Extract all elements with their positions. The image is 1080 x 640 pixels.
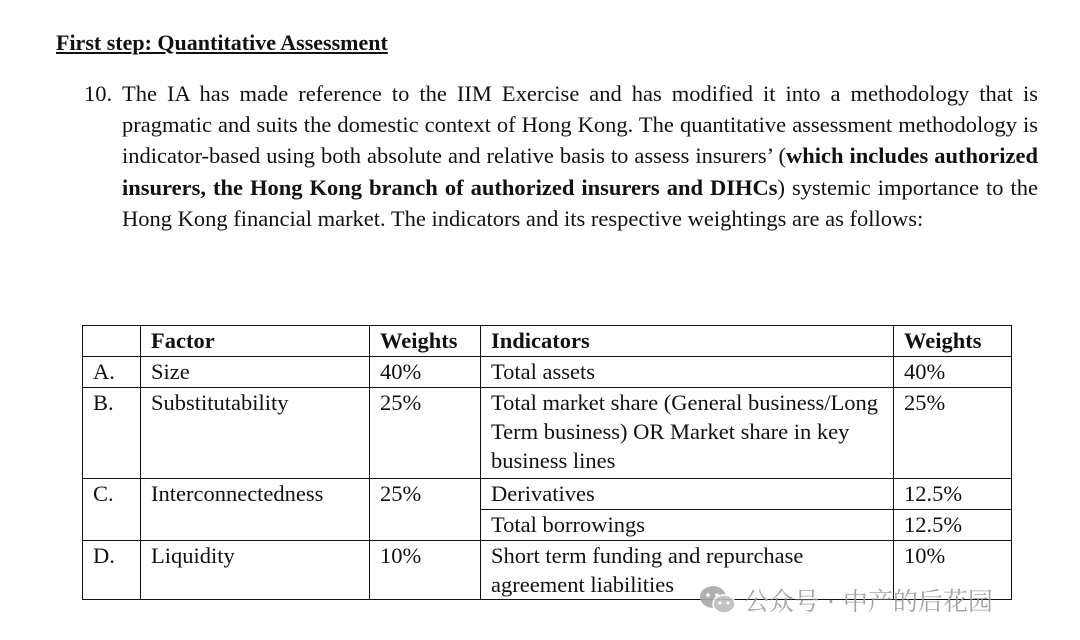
header-id <box>83 326 141 357</box>
table-row <box>83 388 1012 479</box>
row-factor: Liquidity <box>141 541 370 600</box>
row-indicator-weight: 10% <box>894 541 1012 600</box>
paragraph-text-after: ) systemic importance to the Hong Kong financial market. The indicators and its respective weightings are as follows: <box>122 174 1039 231</box>
row-factor: Interconnectedness <box>141 479 370 541</box>
section-heading: First step: Quantitative Assessment <box>56 30 388 55</box>
row-factor: Size <box>141 357 370 388</box>
paragraph-number: 10. <box>84 81 113 106</box>
header-factor-weights: Weights <box>370 326 481 357</box>
row-indicator: Total assets <box>481 357 894 388</box>
row-factor-weight: 10% <box>370 541 481 600</box>
row-id: C. <box>83 479 141 541</box>
paragraph-body <box>122 78 1038 234</box>
table-row <box>83 357 1012 388</box>
row-indicator: Short term funding and repurchase agreement liabilities <box>481 541 894 600</box>
row-indicator-weight: 25% <box>894 388 1012 479</box>
header-indicator-weights: Weights <box>894 326 1012 357</box>
row-indicator-weight: 40% <box>894 357 1012 388</box>
wechat-icon <box>698 584 738 616</box>
row-indicator-weight: 12.5% <box>894 479 1012 510</box>
row-indicator: Total market share (General business/Long Term business) OR Market share in key business lines <box>481 388 894 479</box>
row-id: B. <box>83 388 141 479</box>
table-header-row <box>83 326 1012 357</box>
watermark <box>698 582 993 618</box>
row-factor-weight: 25% <box>370 388 481 479</box>
header-indicators: Indicators <box>481 326 894 357</box>
header-factor: Factor <box>141 326 370 357</box>
row-indicator: Total borrowings <box>481 510 894 541</box>
watermark-text: 公众号 · 中产的后花园 <box>744 587 993 616</box>
row-indicator: Derivatives <box>481 479 894 510</box>
row-factor: Substitutability <box>141 388 370 479</box>
row-factor-weight: 25% <box>370 479 481 541</box>
row-id: A. <box>83 357 141 388</box>
table-row <box>83 479 1012 510</box>
paragraph-bold-text: which includes authorized insurers, the Hong Kong branch of authorized insurers and DIHCs <box>122 143 1038 200</box>
row-id: D. <box>83 541 141 600</box>
paragraph-10 <box>84 78 1038 234</box>
row-indicator-weight: 12.5% <box>894 510 1012 541</box>
indicators-table <box>82 325 1012 600</box>
row-factor-weight: 40% <box>370 357 481 388</box>
paragraph-text-before: The IA has made reference to the IIM Exercise and has modified it into a methodology that is pragmatic and suits the domestic context of Hong Kong. The quantitative assessment methodology is indicator-based using both absolute and relative basis to assess insurers’ ( <box>122 81 1038 169</box>
